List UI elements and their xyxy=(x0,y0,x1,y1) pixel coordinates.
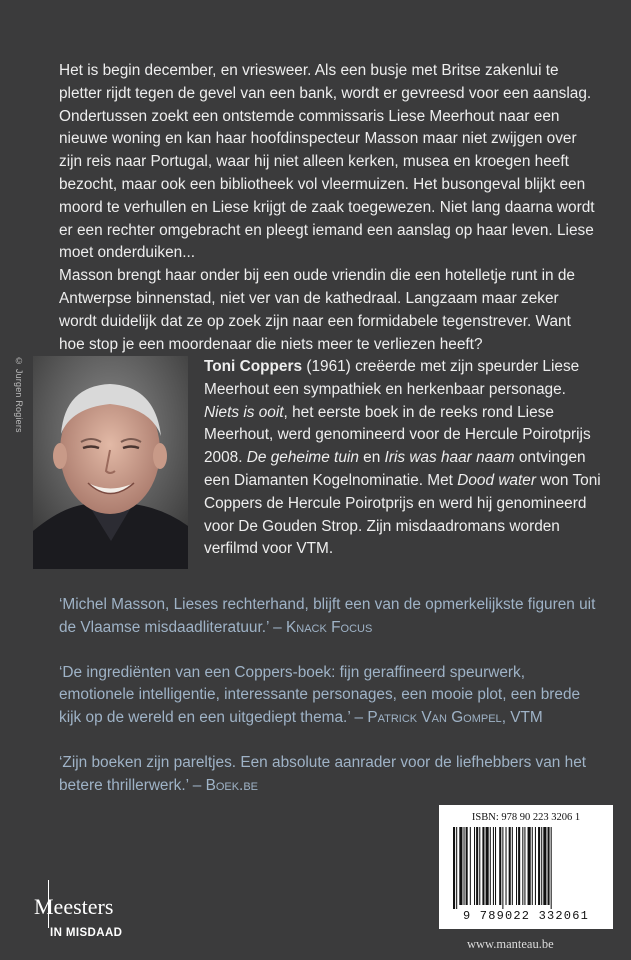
barcode-bar xyxy=(490,827,491,905)
barcode-bar xyxy=(476,827,478,905)
bio-text-2: , het eerste boek in de reeks rond Liese Meerhout, werd genomineerd voor de Hercule Poirotprijs 2008. xyxy=(204,403,591,467)
barcode-bar xyxy=(506,827,507,905)
barcode-bar xyxy=(499,827,501,905)
isbn-barcode xyxy=(439,805,613,929)
barcode-bar xyxy=(524,827,525,905)
back-cover-blurb xyxy=(59,60,599,356)
barcode-bar xyxy=(548,827,550,905)
barcode-bar xyxy=(543,827,546,905)
author-bio xyxy=(204,356,604,561)
quote-dash: – xyxy=(188,776,206,794)
barcode-bar xyxy=(522,827,523,905)
barcode-bar xyxy=(474,827,475,905)
quote-source: Boek.be xyxy=(205,776,259,794)
book-title-niets-is-ooit: Niets is ooit xyxy=(204,403,284,421)
barcode-bar xyxy=(486,827,489,905)
quote-source: Knack Focus xyxy=(286,618,373,636)
quote-source: Patrick Van Gompel xyxy=(367,709,502,727)
barcode-bar xyxy=(541,827,542,905)
barcode-bar xyxy=(518,827,520,905)
blurb-paragraph-1: Het is begin december, en vriesweer. Als een busje met Britse zakenlui te pletter rijdt tegen de gevel van een bank, wordt er gevreesd voor een aanslag. Ondertussen zoekt een ontstemde commissaris Liese Meerhout naar een nieuwe woning en kan haar hoofdinspecteur Masson maar niet zwijgen over zijn reis naar Portugal, waar hij niet alleen kerken, musea en kroegen heeft bezocht, maar ook een bibliotheek vol vleermuizen. Het busongeval blijkt een moord te verhullen en Liese krijgt de zaak toegewezen. Niet lang daarna wordt er een rechter omgebracht en pleegt iemand een aanslag op haar leven. Liese moet onderduiken... xyxy=(59,62,595,262)
review-quotes xyxy=(59,594,604,820)
bio-text-3: en xyxy=(358,449,385,467)
barcode-bar xyxy=(516,827,517,905)
barcode-bar xyxy=(532,827,533,905)
logo-meesters: Meesters xyxy=(34,894,114,919)
book-title-iris-was-haar-naam: Iris was haar naam xyxy=(384,449,515,467)
barcode-bar xyxy=(512,827,513,905)
quote-text: ‘Zijn boeken zijn pareltjes. Een absolute aanrader voor de liefhebbers van het betere thrillerwerk.’ xyxy=(59,753,587,794)
book-title-dood-water: Dood water xyxy=(457,471,536,489)
barcode-bar xyxy=(459,827,462,905)
author-name: Toni Coppers xyxy=(204,358,303,375)
quote-dash: – xyxy=(350,709,368,727)
quote-source-extra: , VTM xyxy=(501,709,543,727)
barcode-bar xyxy=(495,827,496,905)
bio-text-4: ontvingen een Diamanten Kogelnominatie. Met xyxy=(204,449,586,489)
review-quote xyxy=(59,662,604,730)
barcode-bar xyxy=(551,827,552,909)
bio-text-1: (1961) creëerde met zijn speurder Liese Meerhout een sympathiek en herkenbaar personage. xyxy=(204,358,580,398)
barcode-bar xyxy=(502,827,503,909)
barcode-bar xyxy=(464,827,465,905)
barcode-bar xyxy=(493,827,494,905)
barcode-bar xyxy=(528,827,531,905)
author-photo xyxy=(33,356,188,569)
book-title-de-geheime-tuin: De geheime tuin xyxy=(246,449,359,467)
photo-credit: © Jurgen Rogiers xyxy=(14,356,24,433)
quote-text: ‘Michel Masson, Lieses rechterhand, blijft een van de opmerkelijkste figuren uit de Vlaamse misdaadliteratuur.’ xyxy=(59,596,596,636)
quote-text: ‘De ingrediënten van een Coppers-boek: fijn geraffineerd speurwerk, emotionele intelligentie, interessante personages, een mooie plot, een brede kijk op de wereld en een uitgediept thema.’ xyxy=(59,663,581,727)
publisher-logo xyxy=(30,880,140,950)
barcode-digits: 9 789022 332061 xyxy=(462,909,590,923)
isbn-label: ISBN: 978 90 223 3206 1 xyxy=(471,812,581,823)
publisher-url: www.manteau.be xyxy=(467,937,554,951)
barcode-bar xyxy=(466,827,468,905)
barcode-bar xyxy=(479,827,480,905)
blurb-paragraph-2: Masson brengt haar onder bij een oude vriendin die een hotelletje runt in de Antwerpse binnenstad, niet ver van de kathedraal. Langzaam maar zeker wordt duidelijk dat ze op zoek zijn naar een formidabele tegenstrever. Want hoe stop je een moordenaar die niets meer te verliezen heeft? xyxy=(59,267,575,353)
logo-in-misdaad: IN MISDAAD xyxy=(50,927,123,939)
barcode-bar xyxy=(456,827,457,909)
review-quote xyxy=(59,752,604,798)
review-quote xyxy=(59,594,604,640)
quote-dash: – xyxy=(268,618,287,636)
barcode-bar xyxy=(535,827,536,905)
barcode-bar xyxy=(470,827,471,905)
barcode-bars xyxy=(453,827,599,909)
barcode-bar xyxy=(453,827,455,909)
barcode-bar xyxy=(482,827,484,905)
barcode-bar xyxy=(538,827,540,905)
barcode-bar xyxy=(509,827,511,905)
bio-text-5: won Toni Coppers de Hercule Poirotprijs en werd hij genomineerd voor De Gouden Strop. Zijn misdaadromans worden verfilmd voor VTM. xyxy=(204,471,601,558)
